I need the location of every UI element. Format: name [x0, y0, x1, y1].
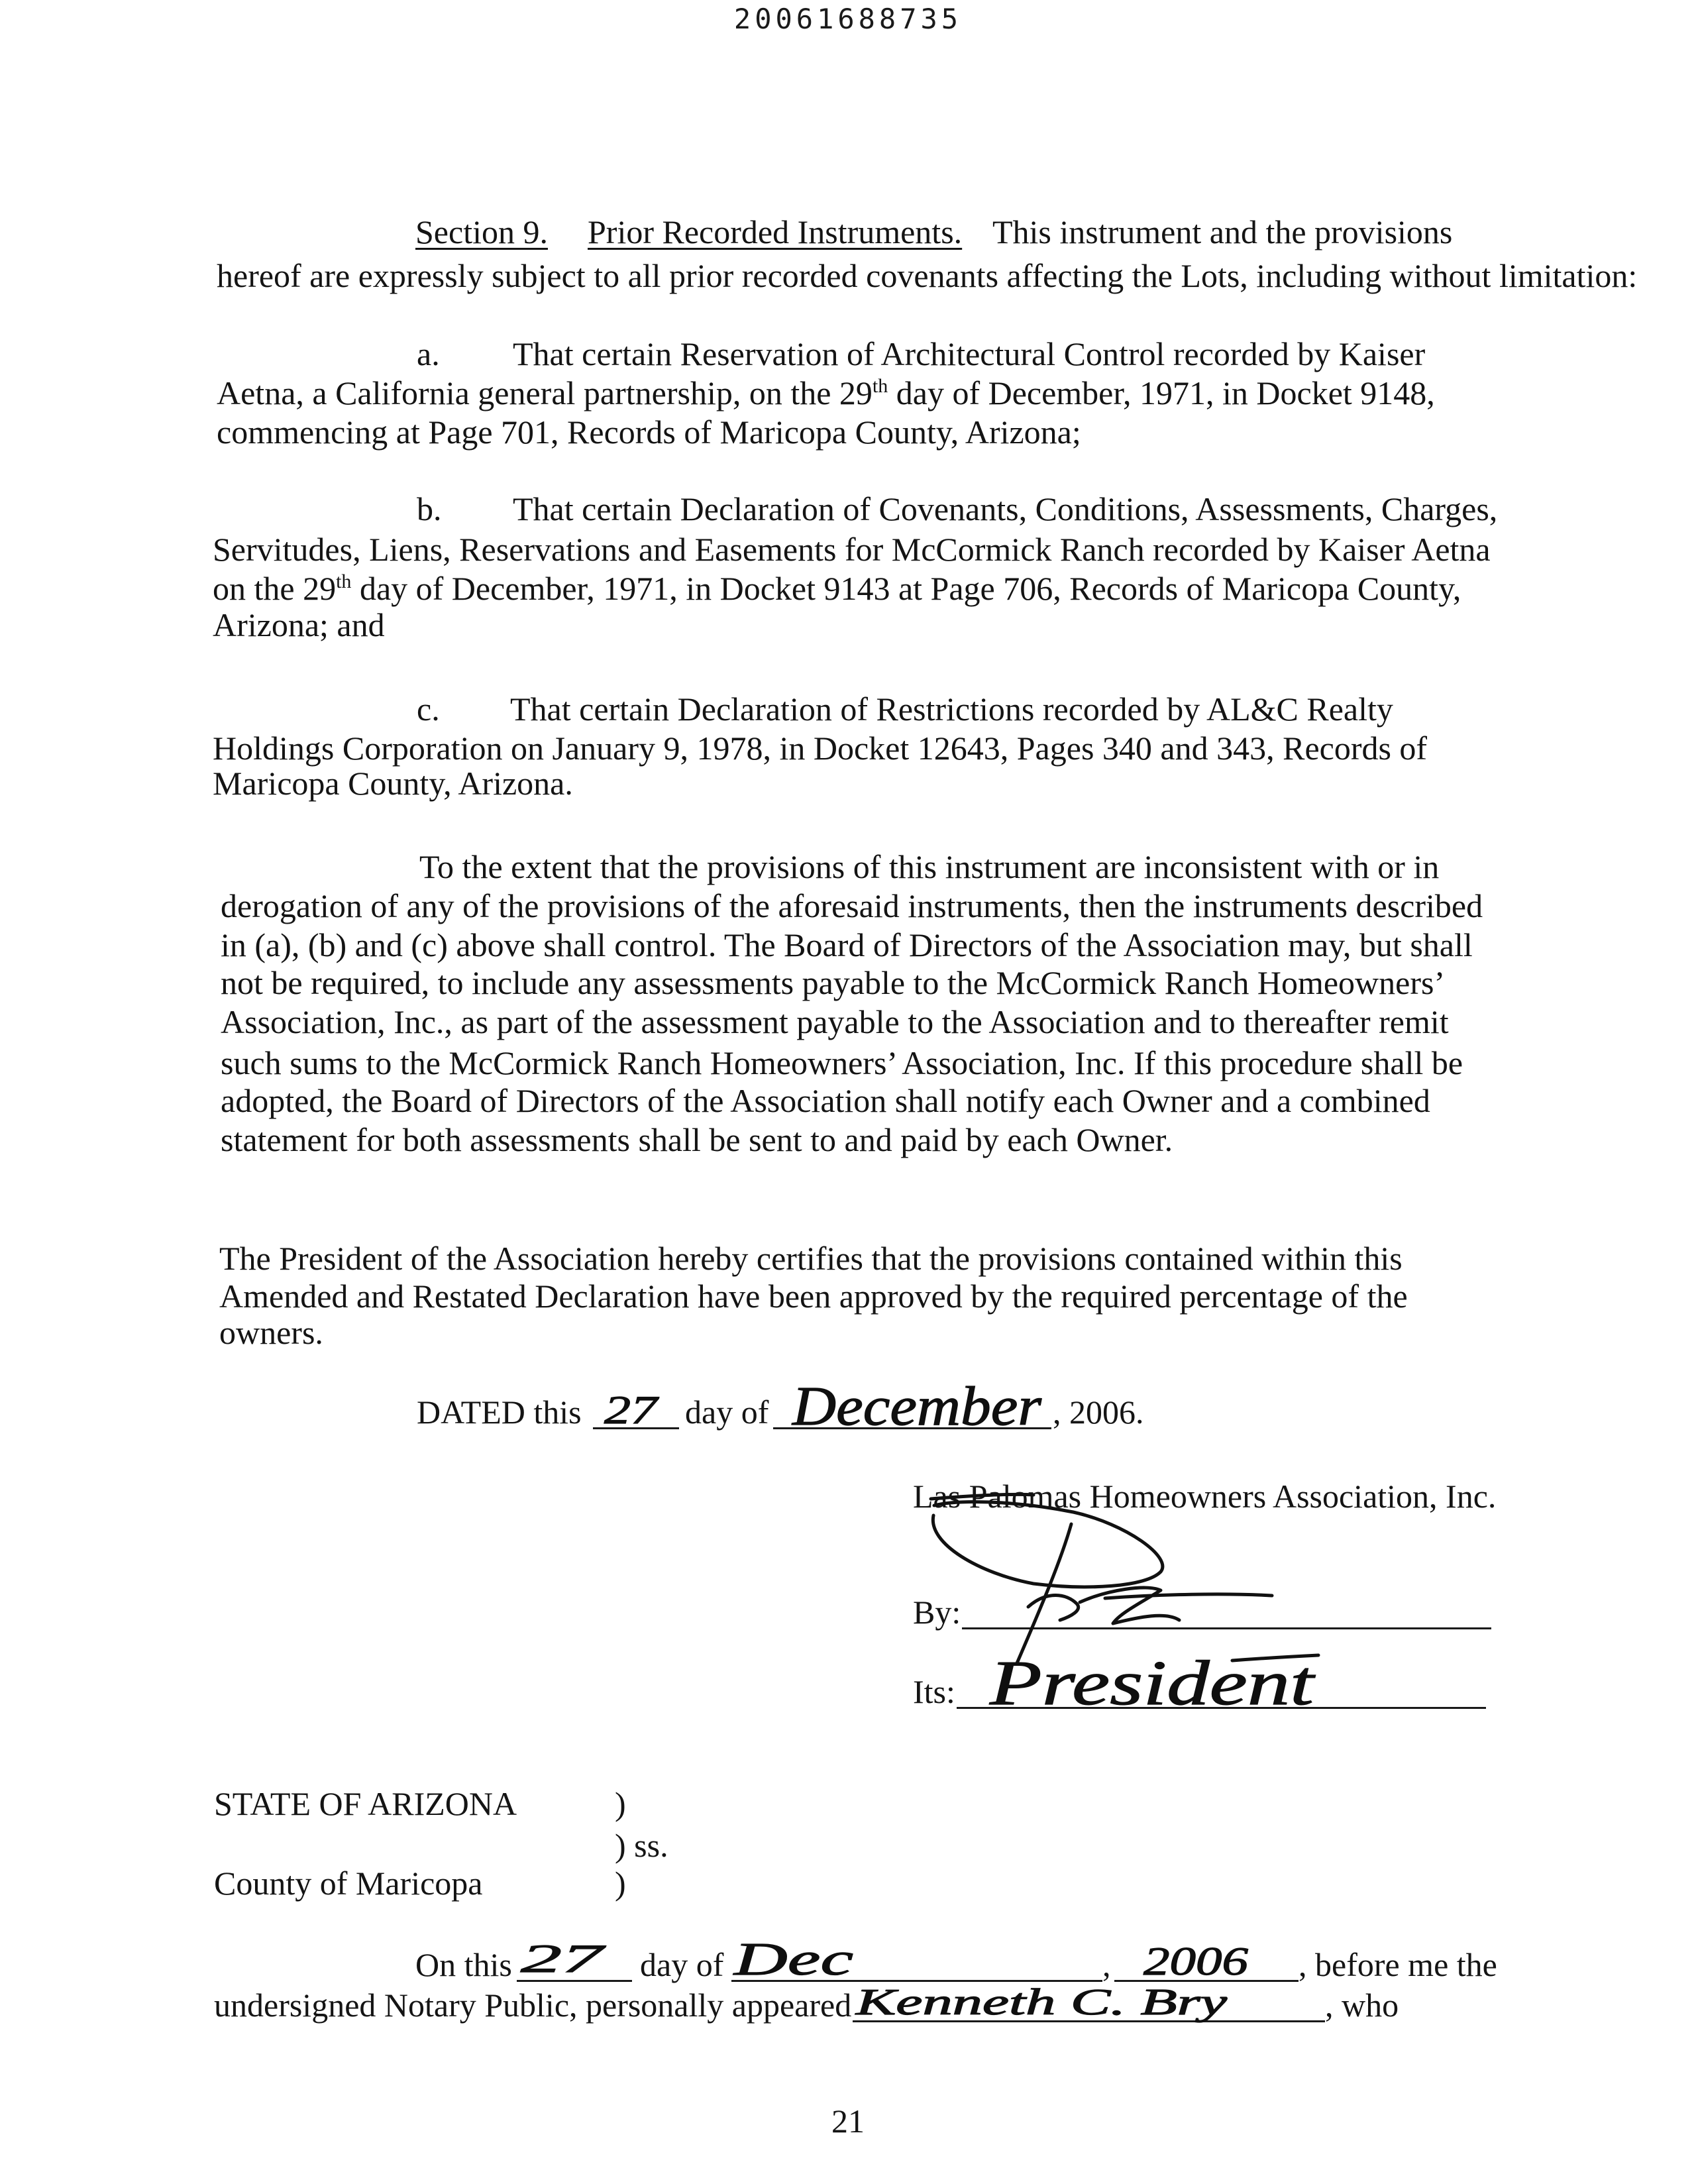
item-b-line-3-end: day of December, 1971, in Docket 9143 at Page 706, Records of Maricopa County, — [351, 570, 1461, 607]
president-signature — [931, 1494, 1272, 1663]
notary-before-me: , before me the — [1298, 1946, 1497, 1983]
venue-bracket: ) — [615, 1865, 626, 1902]
extent-paragraph-line: such sums to the McCormick Ranch Homeowners’ Association, Inc. If this procedure shall be — [221, 1044, 1463, 1081]
signature-stroke — [1080, 1588, 1179, 1623]
certification-line: Amended and Restated Declaration have been approved by the required percentage of the — [219, 1278, 1408, 1315]
its-title-line — [957, 1707, 1486, 1709]
notary-line-2-prefix: undersigned Notary Public, personally appeared — [214, 1987, 852, 2024]
notary-year-blank — [1114, 1980, 1298, 1982]
venue-ss: ) ss. — [615, 1827, 668, 1864]
signature-stroke — [1105, 1594, 1272, 1598]
signature-stroke — [1017, 1524, 1071, 1663]
extent-paragraph-line: Association, Inc., as part of the assessment payable to the Association and to thereafter remit — [221, 1003, 1449, 1040]
extent-paragraph-line: To the extent that the provisions of this instrument are inconsistent with or in — [419, 848, 1440, 885]
extent-paragraph-line: derogation of any of the provisions of the aforesaid instruments, then the instruments described — [221, 887, 1483, 924]
notary-day-of-label: day of — [640, 1946, 724, 1983]
dated-day-blank — [593, 1427, 679, 1429]
item-c-line-2: Holdings Corporation on January 9, 1978, in Docket 12643, Pages 340 and 343, Records of — [213, 730, 1428, 767]
item-c-line-1: That certain Declaration of Restrictions recorded by AL&C Realty — [510, 690, 1393, 728]
item-a-line-2 — [217, 374, 1435, 412]
certification-line: owners. — [219, 1314, 323, 1351]
by-label: By: — [913, 1594, 961, 1631]
dated-day-of-label: day of — [685, 1393, 769, 1431]
notary-month-blank — [731, 1980, 1102, 1982]
its-title-handwritten: President — [988, 1647, 1316, 1718]
extent-paragraph-line: statement for both assessments shall be sent to and paid by each Owner. — [221, 1121, 1173, 1158]
item-c-marker: c. — [417, 690, 440, 728]
dated-month-handwritten: December — [791, 1376, 1042, 1437]
ordinal-superscript: th — [872, 375, 888, 397]
item-b-line-4: Arizona; and — [213, 606, 385, 643]
venue-county: County of Maricopa — [214, 1865, 483, 1902]
dated-year: , 2006. — [1053, 1393, 1144, 1431]
notary-day-blank — [517, 1980, 632, 1982]
notary-year-handwritten: 2006 — [1143, 1939, 1248, 1983]
item-a-line-3: commencing at Page 701, Records of Maricopa County, Arizona; — [217, 413, 1081, 451]
dated-month-blank — [773, 1427, 1051, 1429]
item-a-line-2-end: day of December, 1971, in Docket 9148, — [888, 374, 1435, 411]
item-b-marker: b. — [417, 490, 442, 527]
item-b-line-3 — [213, 569, 1461, 608]
item-b-line-1: That certain Declaration of Covenants, Conditions, Assessments, Charges, — [513, 490, 1498, 527]
notary-comma: , — [1102, 1946, 1111, 1983]
notary-who: , who — [1325, 1987, 1399, 2024]
signature-stroke — [1028, 1596, 1079, 1621]
document-number: 20061688735 — [733, 3, 963, 35]
page-number: 21 — [831, 2102, 865, 2140]
ordinal-superscript: th — [336, 571, 352, 592]
notary-name-handwritten: Kenneth C. Bry — [855, 1982, 1228, 2023]
section-heading: Prior Recorded Instruments. — [588, 213, 963, 250]
section-intro-text: This instrument and the provisions — [992, 213, 1453, 250]
dated-day-handwritten: 27 — [604, 1388, 660, 1432]
item-a-line-1: That certain Reservation of Architectural Control recorded by Kaiser — [513, 335, 1426, 372]
association-name: Las Palomas Homeowners Association, Inc. — [913, 1478, 1497, 1515]
extent-paragraph-line: not be required, to include any assessments payable to the McCormick Ranch Homeowners’ — [221, 964, 1446, 1001]
notary-name-blank — [853, 2020, 1325, 2022]
venue-state: STATE OF ARIZONA — [214, 1785, 517, 1822]
item-b-line-3-start: on the 29 — [213, 570, 337, 607]
item-a-marker: a. — [417, 335, 440, 372]
extent-paragraph-line: adopted, the Board of Directors of the Association shall notify each Owner and a combined — [221, 1082, 1430, 1119]
notary-on-this: On this — [415, 1946, 512, 1983]
certification-line: The President of the Association hereby certifies that the provisions contained within this — [219, 1240, 1403, 1277]
notary-month-handwritten: Dec — [733, 1934, 853, 1985]
notary-day-handwritten: 27 — [521, 1937, 608, 1981]
section-number-label: Section 9. — [415, 213, 548, 250]
extent-paragraph-line: in (a), (b) and (c) above shall control. The Board of Directors of the Association may, but shall — [221, 926, 1473, 963]
item-a-line-2-start: Aetna, a California general partnership, on the 29 — [217, 374, 873, 411]
section-intro-text-continued: hereof are expressly subject to all prior recorded covenants affecting the Lots, including without limitation: — [217, 257, 1638, 294]
handwriting-flourish — [1232, 1655, 1318, 1661]
by-signature-line — [962, 1627, 1491, 1629]
item-b-line-2: Servitudes, Liens, Reservations and Easements for McCormick Ranch recorded by Kaiser Aetna — [213, 531, 1491, 568]
its-label: Its: — [913, 1673, 955, 1710]
venue-bracket: ) — [615, 1785, 626, 1822]
dated-prefix: DATED this — [417, 1393, 582, 1431]
item-c-line-3: Maricopa County, Arizona. — [213, 765, 573, 802]
